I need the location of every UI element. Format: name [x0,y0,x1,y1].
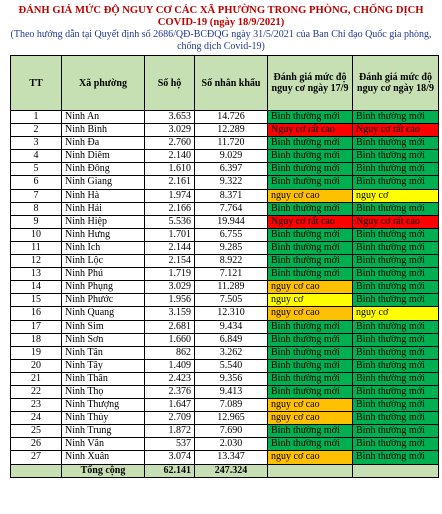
cell-households: 2.144 [145,241,195,254]
cell-risk-17: nguy cơ cao [268,281,353,294]
table-row [11,307,439,320]
table-row [11,333,439,346]
cell-tt: 18 [11,333,62,346]
cell-name: Ninh Xuân [62,451,145,464]
cell-population: 8.922 [195,255,268,268]
cell-households: 1.647 [145,399,195,412]
cell-households: 2.760 [145,137,195,150]
table-row [11,372,439,385]
cell-risk-18: Bình thường mới [353,359,439,372]
cell-risk-18: Bình thường mới [353,281,439,294]
cell-tt: 17 [11,320,62,333]
table-row [11,176,439,189]
table-row [11,320,439,333]
cell-name: Ninh Phước [62,294,145,307]
table-row [11,255,439,268]
cell-population: 6.397 [195,163,268,176]
cell-name: Ninh Diêm [62,150,145,163]
cell-risk-17: Bình thường mới [268,202,353,215]
cell-risk-17: nguy cơ cao [268,189,353,202]
table-row [11,124,439,137]
cell-name: Ninh Tây [62,359,145,372]
table-row [11,202,439,215]
cell-population: 7.690 [195,425,268,438]
cell-tt: 7 [11,189,62,202]
cell-households: 1.610 [145,163,195,176]
cell-risk-17: Bình thường mới [268,359,353,372]
cell-name: Ninh Thọ [62,385,145,398]
cell-population: 13.347 [195,451,268,464]
cell-population: 12.289 [195,124,268,137]
cell-risk-17: Bình thường mới [268,111,353,124]
cell-households: 1.719 [145,268,195,281]
cell-tt: 4 [11,150,62,163]
cell-households: 3.159 [145,307,195,320]
cell-population: 12.310 [195,307,268,320]
table-row [11,281,439,294]
table-row [11,451,439,464]
cell-risk-17: nguy cơ cao [268,412,353,425]
cell-risk-17: Bình thường mới [268,228,353,241]
total-label: Tổng cộng [62,464,145,477]
header-risk-17: Đánh giá mức độ nguy cơ ngày 17/9 [268,56,353,111]
cell-households: 2.154 [145,255,195,268]
cell-households: 2.166 [145,202,195,215]
cell-tt: 27 [11,451,62,464]
cell-households: 1.872 [145,425,195,438]
cell-risk-17: Bình thường mới [268,150,353,163]
cell-name: Ninh Đông [62,163,145,176]
header-risk-18: Đánh giá mức độ nguy cơ ngày 18/9 [353,56,439,111]
total-risk-17 [268,464,353,477]
table-row [11,215,439,228]
cell-population: 7.505 [195,294,268,307]
cell-name: Ninh Quang [62,307,145,320]
cell-tt: 23 [11,399,62,412]
cell-tt: 14 [11,281,62,294]
cell-risk-17: Bình thường mới [268,320,353,333]
table-row [11,385,439,398]
cell-risk-17: Bình thường mới [268,255,353,268]
cell-tt: 9 [11,215,62,228]
cell-risk-17: Nguy cơ rất cao [268,124,353,137]
cell-population: 8.371 [195,189,268,202]
header-population: Số nhân khẩu [195,56,268,111]
cell-risk-17: nguy cơ cao [268,451,353,464]
cell-risk-17: Bình thường mới [268,176,353,189]
cell-tt: 15 [11,294,62,307]
header-name: Xã phường [62,56,145,111]
cell-tt: 26 [11,438,62,451]
cell-name: Ninh Đa [62,137,145,150]
cell-households: 2.709 [145,412,195,425]
cell-population: 11.289 [195,281,268,294]
cell-households: 862 [145,346,195,359]
cell-risk-18: Bình thường mới [353,320,439,333]
cell-population: 19.944 [195,215,268,228]
cell-tt: 6 [11,176,62,189]
total-population: 247.324 [195,464,268,477]
cell-population: 7.089 [195,399,268,412]
cell-population: 5.540 [195,359,268,372]
cell-name: Ninh Sim [62,320,145,333]
cell-name: Ninh Vân [62,438,145,451]
cell-tt: 25 [11,425,62,438]
cell-households: 2.681 [145,320,195,333]
cell-tt: 24 [11,412,62,425]
cell-population: 9.029 [195,150,268,163]
cell-population: 7.121 [195,268,268,281]
header-households: Số hộ [145,56,195,111]
cell-risk-18: Nguy cơ rất cao [353,124,439,137]
table-row [11,111,439,124]
cell-tt: 20 [11,359,62,372]
total-households: 62.141 [145,464,195,477]
table-row [11,241,439,254]
cell-risk-18: Bình thường mới [353,451,439,464]
table-row [11,399,439,412]
table-row [11,346,439,359]
cell-name: Ninh Thân [62,372,145,385]
cell-households: 2.423 [145,372,195,385]
cell-risk-18: Bình thường mới [353,241,439,254]
table-row [11,412,439,425]
cell-tt: 10 [11,228,62,241]
cell-name: Ninh Hải [62,202,145,215]
table-row [11,163,439,176]
cell-population: 9.356 [195,372,268,385]
cell-risk-18: Bình thường mới [353,385,439,398]
cell-risk-18: Bình thường mới [353,268,439,281]
cell-tt: 13 [11,268,62,281]
cell-name: Ninh Trung [62,425,145,438]
cell-tt: 5 [11,163,62,176]
cell-risk-17: Bình thường mới [268,137,353,150]
cell-risk-18: Bình thường mới [353,333,439,346]
cell-population: 2.030 [195,438,268,451]
cell-name: Ninh Ích [62,241,145,254]
cell-population: 11.720 [195,137,268,150]
cell-households: 2.161 [145,176,195,189]
cell-risk-17: Bình thường mới [268,372,353,385]
cell-population: 6.849 [195,333,268,346]
cell-risk-18: Bình thường mới [353,150,439,163]
cell-tt: 3 [11,137,62,150]
cell-risk-18: Bình thường mới [353,372,439,385]
cell-population: 6.755 [195,228,268,241]
total-row [11,464,439,477]
cell-risk-18: Bình thường mới [353,294,439,307]
cell-risk-17: nguy cơ [268,294,353,307]
title-line-2: COVID-19 (ngày 18/9/2021) [157,17,285,28]
cell-households: 1.701 [145,228,195,241]
cell-households: 3.029 [145,281,195,294]
cell-risk-17: nguy cơ cao [268,399,353,412]
cell-households: 1.660 [145,333,195,346]
cell-name: Ninh Bình [62,124,145,137]
cell-tt: 8 [11,202,62,215]
table-row [11,150,439,163]
cell-tt: 2 [11,124,62,137]
cell-risk-17: Bình thường mới [268,385,353,398]
cell-risk-17: Bình thường mới [268,333,353,346]
cell-risk-17: Bình thường mới [268,241,353,254]
table-row [11,268,439,281]
cell-population: 9.285 [195,241,268,254]
cell-households: 1.974 [145,189,195,202]
table-row [11,189,439,202]
cell-risk-18: Bình thường mới [353,163,439,176]
cell-risk-18: Bình thường mới [353,346,439,359]
cell-name: Ninh An [62,111,145,124]
cell-risk-17: Nguy cơ rất cao [268,215,353,228]
risk-assessment-table [10,55,439,478]
cell-population: 12.965 [195,412,268,425]
cell-risk-18: Bình thường mới [353,202,439,215]
table-row [11,438,439,451]
cell-risk-18: Bình thường mới [353,176,439,189]
cell-households: 5.536 [145,215,195,228]
cell-tt: 21 [11,372,62,385]
cell-name: Ninh Giang [62,176,145,189]
cell-households: 3.074 [145,451,195,464]
cell-risk-17: Bình thường mới [268,438,353,451]
cell-name: Ninh Phụng [62,281,145,294]
cell-risk-18: Bình thường mới [353,412,439,425]
cell-risk-18: Bình thường mới [353,255,439,268]
cell-risk-18: Bình thường mới [353,228,439,241]
header-row [11,56,439,111]
cell-households: 1.409 [145,359,195,372]
cell-population: 7.764 [195,202,268,215]
cell-risk-18: Bình thường mới [353,399,439,412]
cell-households: 1.956 [145,294,195,307]
guidance-note: (Theo hướng dẫn tại Quyết định số 2686/QĐ-BCĐQG ngày 31/5/2021 của Ban Chỉ đạo Quốc gia phòng, chống dịch Covid-19) [10,29,432,52]
cell-households: 537 [145,438,195,451]
cell-risk-17: Bình thường mới [268,425,353,438]
cell-risk-18: nguy cơ [353,307,439,320]
table-row [11,294,439,307]
cell-name: Ninh Hà [62,189,145,202]
cell-tt: 22 [11,385,62,398]
header-tt: TT [11,56,62,111]
cell-tt: 16 [11,307,62,320]
cell-risk-17: nguy cơ cao [268,307,353,320]
cell-population: 3.262 [195,346,268,359]
cell-population: 9.322 [195,176,268,189]
cell-risk-17: Bình thường mới [268,163,353,176]
cell-population: 9.413 [195,385,268,398]
cell-tt: 1 [11,111,62,124]
table-row [11,359,439,372]
cell-risk-17: Bình thường mới [268,346,353,359]
table-row [11,228,439,241]
cell-households: 2.140 [145,150,195,163]
cell-risk-17: Bình thường mới [268,268,353,281]
cell-name: Ninh Thượng [62,399,145,412]
title-line-1: ĐÁNH GIÁ MỨC ĐỘ NGUY CƠ CÁC XÃ PHƯỜNG TRONG PHÒNG, CHỐNG DỊCH [18,5,424,16]
total-tt [11,464,62,477]
cell-risk-18: Nguy cơ rất cao [353,215,439,228]
total-risk-18 [353,464,439,477]
cell-name: Ninh Phú [62,268,145,281]
cell-risk-18: nguy cơ [353,189,439,202]
cell-tt: 12 [11,255,62,268]
cell-risk-18: Bình thường mới [353,137,439,150]
report-title [0,5,442,29]
cell-name: Ninh Thủy [62,412,145,425]
cell-name: Ninh Tân [62,346,145,359]
cell-population: 14.726 [195,111,268,124]
cell-households: 3.029 [145,124,195,137]
cell-households: 2.376 [145,385,195,398]
cell-name: Ninh Hưng [62,228,145,241]
table-row [11,425,439,438]
cell-risk-18: Bình thường mới [353,425,439,438]
cell-name: Ninh Hiệp [62,215,145,228]
cell-risk-18: Bình thường mới [353,111,439,124]
table-row [11,137,439,150]
cell-population: 9.434 [195,320,268,333]
cell-name: Ninh Lộc [62,255,145,268]
cell-households: 3.653 [145,111,195,124]
cell-tt: 11 [11,241,62,254]
cell-tt: 19 [11,346,62,359]
cell-risk-18: Bình thường mới [353,438,439,451]
cell-name: Ninh Sơn [62,333,145,346]
